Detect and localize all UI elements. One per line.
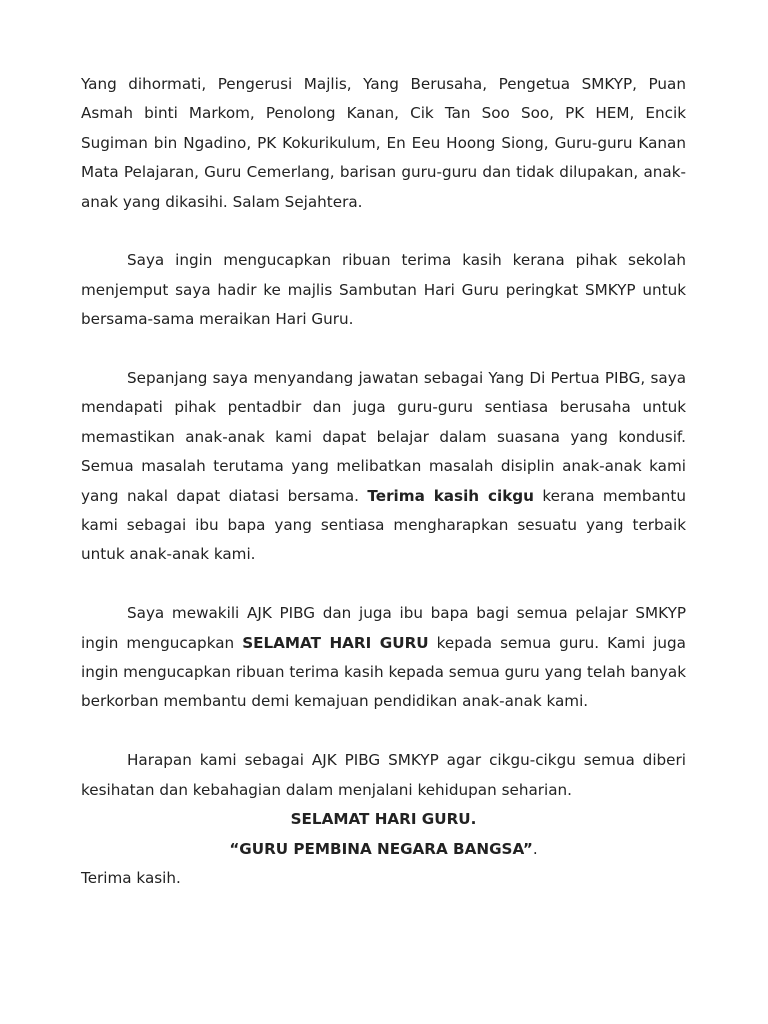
teachers-day-emphasis: SELAMAT HARI GURU xyxy=(242,633,429,652)
greetings-text-end: kepada semua guru. Kami juga ingin mengucapkan ribuan terima kasih kepada semua guru yang telah banyak berkorban membantu demi kemajuan pendidikan anak-anak kami. xyxy=(81,633,686,711)
slogan-period: . xyxy=(532,839,538,858)
greetings-paragraph xyxy=(81,599,686,717)
discipline-paragraph xyxy=(81,364,686,570)
discipline-text-end: kerana membantu kami sebagai ibu bapa yang sentiasa mengharapkan sesuatu yang terbaik untuk anak-anak kami. xyxy=(81,486,686,564)
thanks-paragraph: Saya ingin mengucapkan ribuan terima kasih kerana pihak sekolah menjemput saya hadir ke majlis Sambutan Hari Guru peringkat SMKYP untuk bersama-sama meraikan Hari Guru. xyxy=(81,251,686,329)
discipline-text-start: Sepanjang saya menyandang jawatan sebagai Yang Di Pertua PIBG, saya mendapati pihak pentadbir dan juga guru-guru sentiasa berusaha untuk memastikan anak-anak kami dapat belajar dalam suasana yang kondusif. Semua masalah terutama yang melibatkan masalah disiplin anak-anak kami yang nakal dapat diatasi bersama. xyxy=(81,369,686,505)
headline-teachers-day: SELAMAT HARI GURU. xyxy=(290,810,477,829)
speech-document xyxy=(81,70,686,893)
thanks-teacher-emphasis: Terima kasih cikgu xyxy=(367,486,534,505)
headline-slogan xyxy=(81,835,686,864)
hope-paragraph: Harapan kami sebagai AJK PIBG SMKYP agar cikgu-cikgu semua diberi kesihatan dan kebahagian dalam menjalani kehidupan seharian. xyxy=(81,751,686,799)
greetings-text-start: Saya mewakili AJK PIBG dan juga ibu bapa bagi semua pelajar SMKYP ingin mengucapkan xyxy=(81,604,686,652)
closing-line: Terima kasih. xyxy=(81,868,181,887)
greeting-paragraph: Yang dihormati, Pengerusi Majlis, Yang Berusaha, Pengetua SMKYP, Puan Asmah binti Markom, Penolong Kanan, Cik Tan Soo Soo, PK HEM, Encik Sugiman bin Ngadino, PK Kokurikulum, En Eeu Hoong Siong, Guru-guru Kanan Mata Pelajaran, Guru Cemerlang, barisan guru-guru dan tidak dilupakan, anak-anak yang dikasihi. Salam Sejahtera. xyxy=(81,75,686,211)
slogan-text: “GURU PEMBINA NEGARA BANGSA” xyxy=(229,839,533,858)
